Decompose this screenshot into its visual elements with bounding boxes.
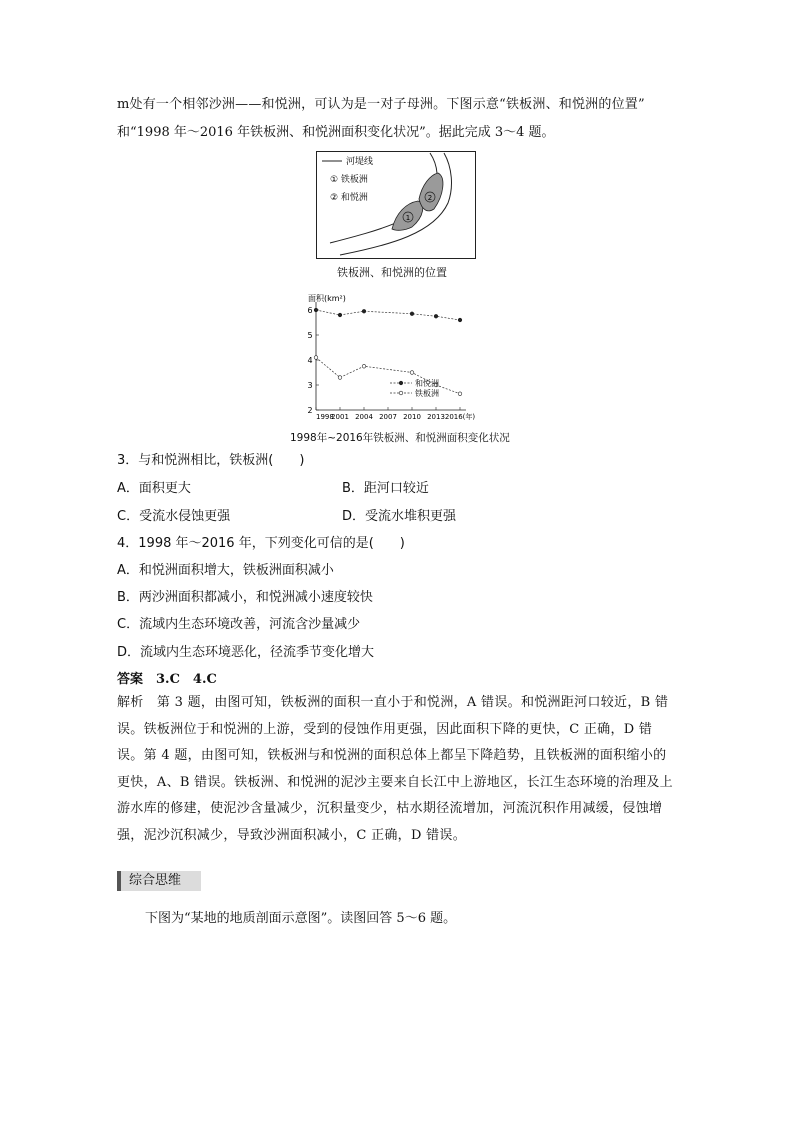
- q4-option-b: B．两沙洲面积都减小，和悦洲减小速度较快: [117, 590, 373, 605]
- x-tick-label: 2001: [331, 413, 349, 421]
- y-tick-label: 6: [307, 306, 313, 315]
- data-point: [362, 309, 366, 313]
- legend-label: 铁板洲: [415, 389, 439, 398]
- chart-caption: 1998年~2016年铁板洲、和悦洲面积变化状况: [290, 432, 510, 444]
- y-axis-label: 面积(km²): [308, 294, 346, 303]
- intro-line-1: m处有一个相邻沙洲——和悦洲，可认为是一对子母洲。下图示意“铁板洲、和悦洲的位置”: [117, 97, 645, 112]
- q3-option-d: D．受流水堆积更强: [342, 509, 457, 524]
- y-tick-label: 2: [307, 406, 313, 415]
- x-tick-label: 1998: [316, 413, 334, 421]
- data-point: [458, 392, 462, 396]
- legend-embankment: 河堤线: [346, 157, 374, 167]
- next-intro: 下图为“某地的地质剖面示意图”。读图回答 5～6 题。: [145, 911, 457, 926]
- legend-heyue: ② 和悦洲: [330, 193, 368, 203]
- chart-series: [314, 308, 462, 395]
- map-frame: [317, 152, 476, 259]
- x-tick-label: 2013: [427, 413, 445, 421]
- q4-stem: 4．1998 年～2016 年，下列变化可信的是( ): [117, 536, 405, 551]
- data-point: [362, 364, 366, 368]
- marker-1-label: 1: [405, 214, 411, 222]
- intro-line-2: 和“1998 年～2016 年铁板洲、和悦洲面积变化状况”。据此完成 3～4 题。: [117, 125, 555, 140]
- data-point: [314, 308, 318, 312]
- series-line-0: [316, 310, 460, 320]
- map-caption: 铁板洲、和悦洲的位置: [337, 266, 447, 279]
- chart-legend: [390, 378, 439, 398]
- x-tick-label: 2007: [379, 413, 397, 421]
- y-tick-label: 5: [307, 331, 313, 340]
- data-point: [338, 376, 342, 380]
- legend-tieban: ① 铁板洲: [330, 175, 368, 185]
- legend-marker: [399, 381, 403, 385]
- analysis-paragraph: 解析 第 3 题，由图可知，铁板洲的面积一直小于和悦洲，A 错误。和悦洲距河口较近，B 错误。铁板洲位于和悦洲的上游，受到的侵蚀作用更强，因此面积下降的更快，C 正确，D 错误。第 4 题，由图可知，铁板洲与和悦洲的面积总体上都呈下降趋势，且铁板洲的面积缩小的更快，A、B 错误。铁板洲、和悦洲的泥沙主要来自长江中上游地区，长江生态环境的治理及上游水库的修建，使泥沙含量减少，沉积量变少，枯水期径流增加，河流沉积作用减缓，侵蚀增强，泥沙沉积减少，导致沙洲面积减小，C 正确，D 错误。: [117, 695, 673, 843]
- q3-stem: 3．与和悦洲相比，铁板洲( ): [117, 453, 305, 468]
- sandbar-location-map: [316, 151, 476, 259]
- q3-option-a: A．面积更大: [117, 481, 191, 496]
- data-point: [458, 318, 462, 322]
- data-point: [314, 356, 318, 360]
- q4-option-c: C．流域内生态环境改善，河流含沙量减少: [117, 617, 361, 632]
- data-point: [338, 313, 342, 317]
- marker-2-label: 2: [427, 194, 433, 202]
- area-change-chart: [300, 292, 500, 426]
- legend-label: 和悦洲: [415, 379, 439, 388]
- q3-option-c: C．受流水侵蚀更强: [117, 509, 231, 524]
- q3-option-b: B．距河口较近: [342, 481, 429, 496]
- data-point: [410, 312, 414, 316]
- x-tick-label: 2016(年): [444, 413, 476, 421]
- data-point: [434, 314, 438, 318]
- y-tick-label: 4: [307, 356, 313, 365]
- chart-axes: [307, 302, 475, 421]
- y-tick-label: 3: [307, 381, 313, 390]
- answer-line: 答案 3.C 4.C: [117, 672, 217, 687]
- x-tick-label: 2004: [355, 413, 373, 421]
- legend-marker: [399, 391, 403, 395]
- q4-option-d: D．流域内生态环境恶化，径流季节变化增大: [117, 645, 375, 660]
- x-tick-label: 2010: [403, 413, 421, 421]
- q4-option-a: A．和悦洲面积增大，铁板洲面积减小: [117, 563, 334, 578]
- section-heading: 综合思维: [117, 871, 201, 891]
- data-point: [410, 371, 414, 375]
